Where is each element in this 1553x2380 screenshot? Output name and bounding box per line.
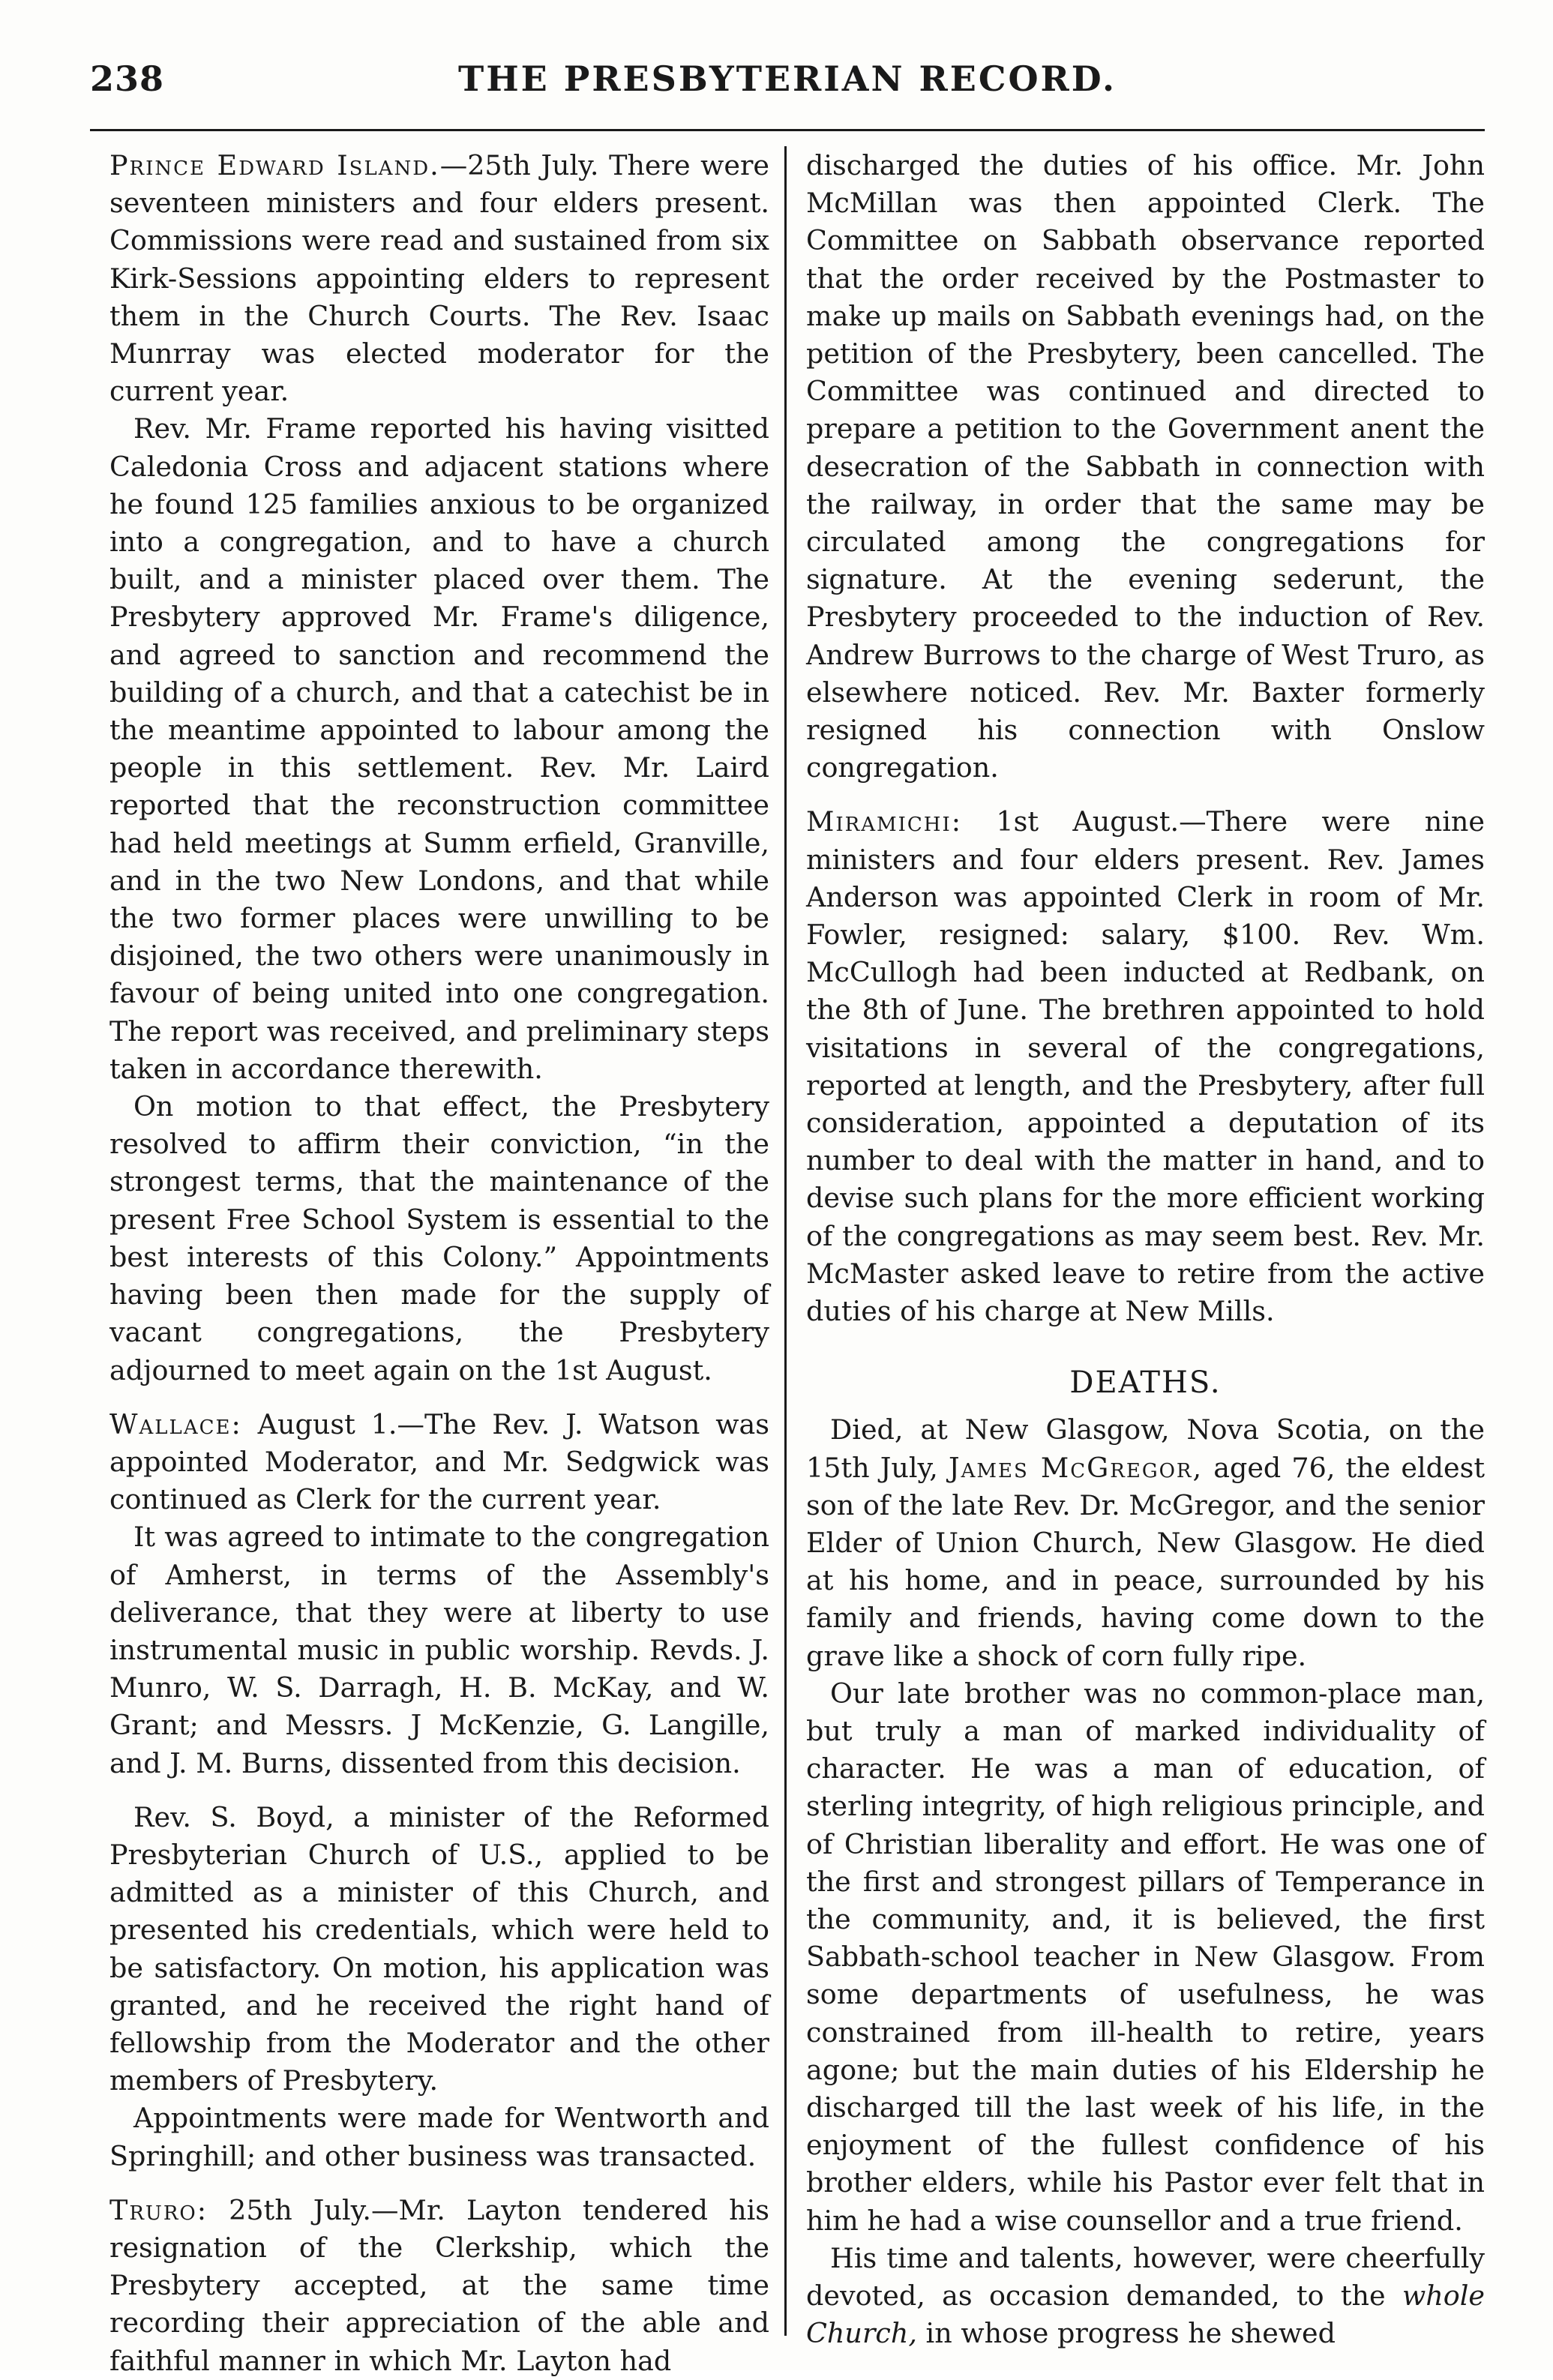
- page-number: 238: [90, 58, 165, 99]
- pei-paragraph-2: Rev. Mr. Frame reported his having visitted Caledonia Cross and adjacent stations where he found 125 families anxious to be organized into a congregation, and to have a church built, and a minister placed over them. The Presbytery approved Mr. Frame's diligence, and agreed to sanction and recommend the building of a church, and that a catechist be in the meantime appointed to labour among the people in this settlement. Rev. Mr. Laird reported that the reconstruction committee had held meetings at Summ erfield, Granville, and in the two New Londons, and that while the two former places were unwilling to be disjoined, the two others were unanimously in favour of being united into one congregation. The report was received, and preliminary steps taken in accordance therewith.: [109, 412, 769, 1085]
- miramichi-text: 1st August.—There were nine ministers and four elders present. Rev. James Anderson was appointed Clerk in room of Mr. Fowler, resigned: salary, $100. Rev. Wm. McCullogh had been inducted at Redbank, on the 8th of June. The brethren appointed to hold visitations in several of the congregations, reported at length, and the Presbytery, after full consideration, appointed a deputation of its number to deal with the matter in hand, and to devise such plans for the more efficient working of the congregations as may seem best. Rev. Mr. McMaster asked leave to retire from the active duties of his charge at New Mills.: [806, 805, 1485, 1328]
- column-divider: [784, 146, 787, 2336]
- deaths-heading: DEATHS.: [1069, 1365, 1222, 1401]
- truro-report: [109, 2192, 769, 2380]
- pei-paragraph-3: On motion to that effect, the Presbytery resolved to affirm their conviction, “in the strongest terms, that the maintenance of the present Free School System is essential to the best interests of this Colony.” Appointments having been then made for the supply of vacant congregations, the Presbytery adjourned to meet again on the 1st August.: [109, 1090, 769, 1386]
- left-column: [109, 147, 769, 2380]
- miramichi-report: [806, 803, 1485, 1330]
- wallace-paragraph-2: It was agreed to intimate to the congregation of Amherst, in terms of the Assembly's deliverance, that they were at liberty to use instrumental music in public worship. Revds. J. Munro, W. S. Darragh, H. B. McKay, and W. Grant; and Messrs. J McKenzie, G. Langille, and J. M. Burns, dissented from this decision.: [109, 1521, 769, 1779]
- wallace-paragraph-4: Appointments were made for Wentworth and Springhill; and other business was transacted.: [109, 2102, 769, 2172]
- obituary-p3-italic: whole Church,: [806, 2279, 1485, 2350]
- miramichi-heading: Miramichi:: [806, 805, 963, 838]
- obituary-paragraph-1: [806, 1411, 1485, 1674]
- obituary-p3-start: His time and talents, however, were cheerfully devoted, as occasion demanded, to the: [806, 2241, 1485, 2312]
- deceased-name: James McGregor,: [948, 1451, 1204, 1484]
- running-title: THE PRESBYTERIAN RECORD.: [457, 58, 1117, 99]
- truro-continued: discharged the duties of his office. Mr. John McMillan was then appointed Clerk. The Committee on Sabbath observance reported that the order received by the Postmaster to make up mails on Sabbath evenings had, on the petition of the Presbytery, been cancelled. The Committee was continued and directed to prepare a petition to the Government anent the desecration of the Sabbath in connection with the railway, in order that the same may be circulated among the congregations for signature. At the evening sederunt, the Presbytery proceeded to the induction of Rev. Andrew Burrows to the charge of West Truro, as elsewhere noticed. Rev. Mr. Baxter formerly resigned his connection with Onslow congregation.: [806, 149, 1485, 784]
- pei-text: —25th July. There were seventeen ministers and four elders present. Commissions were read and sustained from six Kirk-Sessions appointing elders to represent them in the Church Courts. The Rev. Isaac Munrray was elected moderator for the current year.: [109, 149, 769, 408]
- page-header: [90, 58, 1485, 112]
- right-column: [806, 147, 1485, 2352]
- pei-heading: Prince Edward Island.: [109, 149, 440, 181]
- truro-text: 25th July.—Mr. Layton tendered his resignation of the Clerkship, which the Presbytery accepted, at the same time recording their appreciation of the able and faithful manner in which Mr. Layton had: [109, 2193, 769, 2377]
- header-rule: [90, 129, 1485, 131]
- truro-heading: Truro:: [109, 2193, 208, 2226]
- obituary-paragraph-2: Our late brother was no common-place man, but truly a man of marked individuality of character. He was a man of education, of sterling integrity, of high religious principle, and of Christian liberality and effort. He was one of the first and strongest pillars of Temperance in the community, and, it is believed, the first Sabbath-school teacher in New Glasgow. From some departments of usefulness, he was constrained from ill-health to retire, years agone; but the main duties of his Eldership he discharged till the last week of his life, in the enjoyment of the fullest confidence of his brother elders, while his Pastor ever felt that in him he had a wise counsellor and a true friend.: [806, 1677, 1485, 2237]
- wallace-paragraph-3: Rev. S. Boyd, a minister of the Reformed Presbyterian Church of U.S., applied to be admitted as a minister of this Church, and presented his credentials, which were held to be satisfactory. On motion, his application was granted, and he received the right hand of fellowship from the Moderator and the other members of Presbytery.: [109, 1800, 769, 2097]
- obituary-paragraph-3: [806, 2240, 1485, 2353]
- wallace-heading: Wallace:: [109, 1407, 242, 1440]
- obituary-intro: Died, at New Glasgow, Nova Scotia, on the 15th July,: [806, 1413, 1485, 1484]
- wallace-text: August 1.—The Rev. J. Watson was appointed Moderator, and Mr. Sedgwick was continued as Clerk for the current year.: [109, 1407, 769, 1516]
- wallace-report: [109, 1406, 769, 1519]
- obituary-rest: aged 76, the eldest son of the late Rev. Dr. McGregor, and the senior Elder of Union Church, New Glasgow. He died at his home, and in peace, surrounded by his family and friends, having come down to the grave like a shock of corn fully ripe.: [806, 1451, 1485, 1672]
- pei-report: [109, 147, 769, 410]
- obituary-p3-end: in whose progress he shewed: [916, 2317, 1336, 2350]
